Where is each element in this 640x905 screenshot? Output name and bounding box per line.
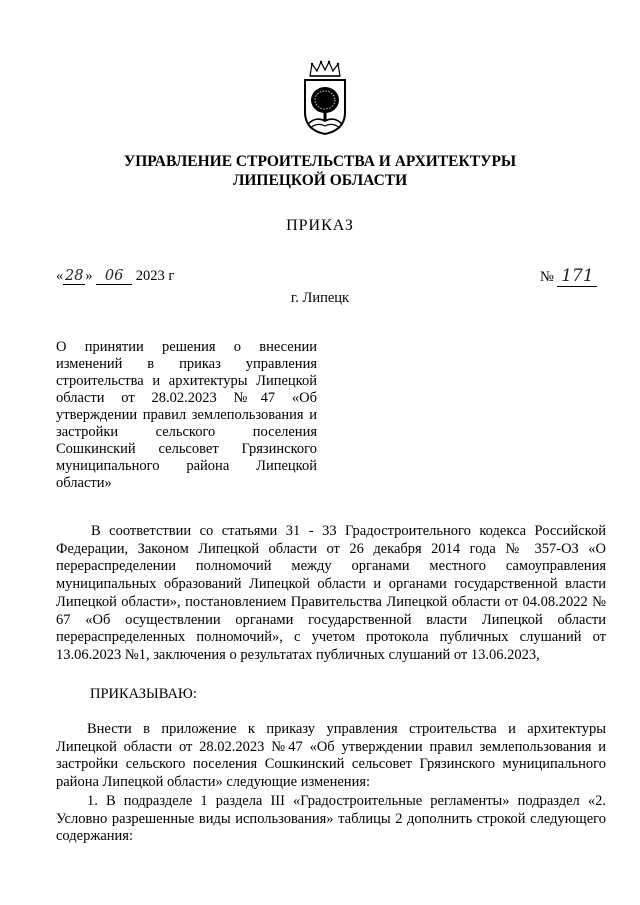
orders-label: ПРИКАЗЫВАЮ: — [90, 686, 197, 702]
order-title: ПРИКАЗ — [286, 217, 354, 234]
organization-name — [0, 152, 640, 190]
date-day-handwritten: 28 — [65, 268, 84, 284]
amendment-paragraph: Внести в приложение к приказу управления строительства и архитектуры Липецкой области от 28.02.2023 №47 «Об утверждении правил землепользования и застройки сельского поселения Сошкинский сельсовет Грязинского муниципального района Липецкой области» следующие изменения: — [56, 721, 606, 791]
date-close-quote: » — [85, 268, 93, 284]
number-sign: № — [540, 269, 554, 285]
order-number-handwritten: 171 — [557, 266, 597, 287]
organization-name-line-2: ЛИПЕЦКОЙ ОБЛАСТИ — [232, 172, 408, 189]
date-year: 2023 г — [135, 268, 175, 284]
order-date — [56, 268, 174, 285]
lipetsk-coat-of-arms-icon — [300, 60, 350, 136]
date-open-quote: « — [56, 268, 64, 284]
order-number — [540, 266, 597, 287]
order-subject: О принятии решения о внесении изменений в приказ управления строительства и архитектуры Липецкой области от 28.02.2023 №47 «Об утверждении правил землепользования и застройки сельского поселения Сошкинский сельсовет Грязинского муниципального района Липецкой области» — [56, 339, 317, 491]
preamble-paragraph — [56, 523, 606, 665]
organization-name-line-1: УПРАВЛЕНИЕ СТРОИТЕЛЬСТВА И АРХИТЕКТУРЫ — [123, 153, 517, 170]
city: г. Липецк — [290, 290, 350, 306]
amendment-item-1: 1. В подразделе 1 раздела III «Градостроительные регламенты» подраздел «2. Условно разрешенные виды использования» таблицы 2 дополнить строкой следующего содержания: — [56, 793, 606, 845]
date-month-handwritten: 06 — [96, 268, 132, 285]
preamble-text: В соответствии со статьями 31 - 33 Градостроительного кодекса Российской Федерации, Законом Липецкой области от 26 декабря 2014 года № 357-ОЗ «О перераспределении полномочий между органами местного самоуправления муниципальных образований Липецкой области и органами государственной власти Липецкой области», постановлением Правительства Липецкой области от 04.08.2022 № 67 «Об осуществлении органами государственной власти Липецкой области перераспределенных полномочий», с учетом протокола публичных слушаний от 13.06.2023 №1, заключения о результатах публичных слушаний от 13.06.2023, — [56, 523, 606, 663]
